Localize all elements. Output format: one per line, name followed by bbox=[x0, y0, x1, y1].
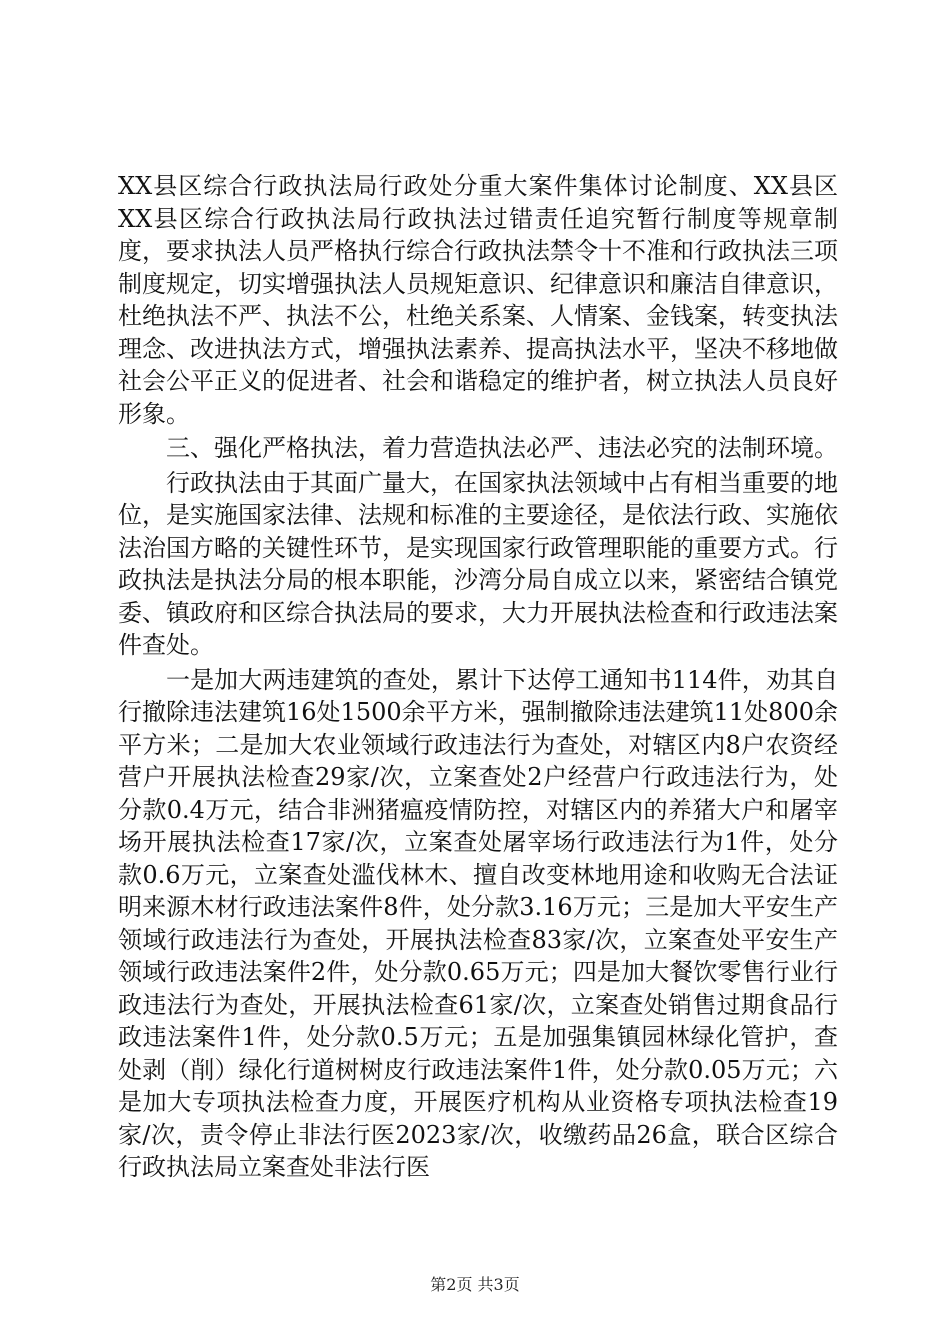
paragraph-enforcement-intro: 行政执法由于其面广量大，在国家执法领域中占有相当重要的地位，是实施国家法律、法规和标准的主要途径，是依法行政、实施依法治国方略的关键性环节，是实现国家行政管理职能的重要方式。行政执法是执法分局的根本职能，沙湾分局自成立以来，紧密结合镇党委、镇政府和区综合执法局的要求，大力开展执法检查和行政违法案件查处。 bbox=[118, 468, 838, 659]
page-number: 第2页 共3页 bbox=[430, 1275, 520, 1294]
paragraph-enforcement-details: 一是加大两违建筑的查处，累计下达停工通知书114件，劝其自行撤除违法建筑16处1500余平方米，强制撤除违法建筑11处800余平方米；二是加大农业领域行政违法行为查处，对辖区内8户农资经营户开展执法检查29家/次，立案查处2户经营户行政违法行为，处分款0.4万元，结合非洲猪瘟疫情防控，对辖区内的养猪大户和屠宰场开展执法检查17家/次，立案查处屠宰场行政违法行为1件，处分款0.6万元，立案查处滥伐林木、擅自改变林地用途和收购无合法证明来源木材行政违法案件8件，处分款3.16万元；三是加大平安生产领域行政违法行为查处，开展执法检查83家/次，立案查处平安生产领域行政违法案件2件，处分款0.65万元；四是加大餐饮零售行业行政违法行为查处，开展执法检查61家/次，立案查处销售过期食品行政违法案件1件，处分款0.5万元；五是加强集镇园林绿化管护，查处剥（削）绿化行道树树皮行政违法案件1件，处分款0.05万元；六是加大专项执法检查力度，开展医疗机构从业资格专项执法检查19家/次，责令停止非法行医2023家/次，收缴药品26盒，联合区综合行政执法局立案查处非法行医 bbox=[118, 665, 838, 1181]
document-body bbox=[118, 170, 838, 1184]
paragraph-continued: XX县区综合行政执法局行政处分重大案件集体讨论制度、XX县区XX县区综合行政执法局行政执法过错责任追究暂行制度等规章制度，要求执法人员严格执行综合行政执法禁令十不准和行政执法三项制度规定，切实增强执法人员规矩意识、纪律意识和廉洁自律意识，杜绝执法不严、执法不公，杜绝关系案、人情案、金钱案，转变执法理念、改进执法方式，增强执法素养、提高执法水平，坚决不移地做社会公平正义的促进者、社会和谐稳定的维护者，树立执法人员良好形象。 bbox=[118, 172, 838, 428]
section-heading: 三、强化严格执法，着力营造执法必严、违法必究的法制环境。 bbox=[166, 434, 838, 462]
page-footer bbox=[0, 1272, 950, 1295]
